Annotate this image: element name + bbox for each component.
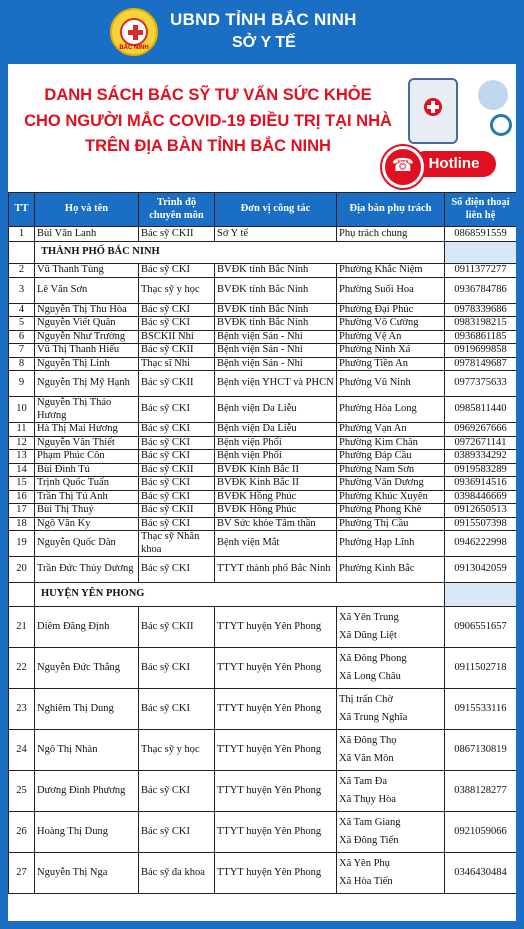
cell-name: Trịnh Quốc Tuấn (35, 477, 139, 491)
cell-index: 2 (9, 264, 35, 278)
cell-phone: 0983198215 (445, 317, 517, 331)
cell-area: Phường Võ Cường (337, 317, 445, 331)
cell-name: Diêm Đăng Định (35, 607, 139, 648)
cell-workplace: BVĐK tỉnh Bắc Ninh (215, 303, 337, 317)
cell-index: 16 (9, 490, 35, 504)
cell-index: 3 (9, 277, 35, 303)
table-row (9, 303, 517, 317)
cell-qualification: Bác sỹ CKII (139, 344, 215, 358)
cell-name: Bùi Thị Thuý (35, 504, 139, 518)
col-header-area: Địa bàn phụ trách (337, 193, 445, 227)
cell-name: Ngô Văn Ky (35, 517, 139, 531)
cell-workplace: BVĐK Kinh Bắc II (215, 463, 337, 477)
cell-qualification: Bác sỹ CKI (139, 689, 215, 730)
cell-index: 8 (9, 357, 35, 371)
area-line: Xã Yên Phụ (339, 857, 390, 869)
table-row (9, 689, 517, 730)
cell-phone: 0867130819 (445, 730, 517, 771)
cell-workplace: Bệnh viện Phổi (215, 450, 337, 464)
cell-qualification: Bác sỹ CKI (139, 812, 215, 853)
cell-area (337, 730, 445, 771)
title-line-2: CHO NGƯỜI MẮC COVID-19 ĐIỀU TRỊ TẠI NHÀ (24, 112, 392, 130)
cell-area: Phường Kinh Bắc (337, 557, 445, 583)
table-row (9, 436, 517, 450)
table-row (9, 330, 517, 344)
hotline-badge: Hotline (412, 151, 496, 177)
area-line: Xã Đông Thọ (339, 734, 397, 746)
table-row (9, 557, 517, 583)
cell-workplace: BVĐK Kinh Bắc II (215, 477, 337, 491)
cell-workplace: TTYT huyện Yên Phong (215, 689, 337, 730)
area-line: Xã Yên Trung (339, 611, 399, 623)
cell-qualification: Bác sỹ CKI (139, 450, 215, 464)
cell-name: Hà Thị Mai Hương (35, 423, 139, 437)
cell-area: Phường Tiền An (337, 357, 445, 371)
cell-area: Phường Suối Hoa (337, 277, 445, 303)
heart-icon (478, 80, 508, 110)
cell-phone: 0915533116 (445, 689, 517, 730)
doctor-table-container (8, 192, 516, 921)
cell-phone: 0936784786 (445, 277, 517, 303)
cell-workplace: TTYT thành phố Bắc Ninh (215, 557, 337, 583)
cell-name: Nguyễn Thị Thảo Hương (35, 397, 139, 423)
cell-name: Trần Thị Tú Anh (35, 490, 139, 504)
title-line-1: DANH SÁCH BÁC SỸ TƯ VẤN SỨC KHỎE (44, 86, 372, 104)
cell-phone: 0919699858 (445, 344, 517, 358)
table-row (9, 397, 517, 423)
col-header-index: TT (9, 193, 35, 227)
cell-area: Phường Vũ Ninh (337, 371, 445, 397)
cell-workplace: TTYT huyện Yên Phong (215, 607, 337, 648)
cell-name: Phạm Phúc Côn (35, 450, 139, 464)
cell-workplace: Bệnh viện Mắt (215, 531, 337, 557)
cell-workplace: TTYT huyện Yên Phong (215, 648, 337, 689)
phone-icon: ☎ (382, 146, 424, 188)
cell-index: 4 (9, 303, 35, 317)
cell-workplace: BVĐK Hồng Phúc (215, 504, 337, 518)
cell-name: Vũ Thanh Tùng (35, 264, 139, 278)
cell-phone: 0389334292 (445, 450, 517, 464)
cell-name: Bùi Văn Lanh (35, 227, 139, 242)
cell-area: Phường Vệ An (337, 330, 445, 344)
cell-index: 7 (9, 344, 35, 358)
cell-phone: 0919583289 (445, 463, 517, 477)
cell-area: Phường Hạp Lĩnh (337, 531, 445, 557)
section-row-city (9, 242, 517, 264)
cell-name: Nguyễn Viết Quân (35, 317, 139, 331)
area-line: Xã Hòa Tiến (339, 876, 393, 887)
cell-qualification: Bác sỹ CKII (139, 607, 215, 648)
cell-index: 24 (9, 730, 35, 771)
section-blank (445, 242, 517, 264)
cell-phone: 0978339686 (445, 303, 517, 317)
first-aid-kit-icon (408, 78, 458, 144)
cell-index: 9 (9, 371, 35, 397)
cell-phone: 0915507398 (445, 517, 517, 531)
col-header-phone: Số điện thoại liên hệ (445, 193, 517, 227)
cell-area: Phường Vạn An (337, 423, 445, 437)
cell-qualification: Thạc sĩ Nhi (139, 357, 215, 371)
cell-qualification: Bác sỹ CKII (139, 504, 215, 518)
cell-index: 25 (9, 771, 35, 812)
cell-area (337, 648, 445, 689)
cell-area (337, 689, 445, 730)
cell-index: 26 (9, 812, 35, 853)
section-row-yen-phong (9, 583, 517, 607)
cell-phone: 0906551657 (445, 607, 517, 648)
cell-index: 1 (9, 227, 35, 242)
cell-area: Phường Ninh Xá (337, 344, 445, 358)
cell-name: Nghiêm Thị Dung (35, 689, 139, 730)
cell-qualification: Bác sỹ đa khoa (139, 853, 215, 894)
cell-phone: 0912650513 (445, 504, 517, 518)
cell-qualification: Bác sỹ CKI (139, 436, 215, 450)
cell-index: 22 (9, 648, 35, 689)
cell-index: 20 (9, 557, 35, 583)
area-line: Thị trấn Chờ (339, 693, 393, 705)
cell-phone: 0921059066 (445, 812, 517, 853)
stethoscope-icon (490, 114, 512, 136)
cell-qualification: Bác sỹ CKI (139, 397, 215, 423)
cell-qualification: Thạc sỹ y học (139, 730, 215, 771)
cell-qualification: Bác sỹ CKI (139, 477, 215, 491)
cell-index: 14 (9, 463, 35, 477)
cell-workplace: TTYT huyện Yên Phong (215, 853, 337, 894)
cell-index: 23 (9, 689, 35, 730)
cell-area: Phường Đáp Cầu (337, 450, 445, 464)
cell-workplace: TTYT huyện Yên Phong (215, 812, 337, 853)
cell-workplace: BVĐK tỉnh Bắc Ninh (215, 277, 337, 303)
cell-phone: 0868591559 (445, 227, 517, 242)
table-row (9, 812, 517, 853)
department-name: SỞ Y TẾ (232, 34, 296, 51)
table-row (9, 423, 517, 437)
cell-workplace: Bệnh viện Sản - Nhi (215, 344, 337, 358)
table-row (9, 730, 517, 771)
cell-area: Phường Nam Sơn (337, 463, 445, 477)
cell-qualification: Bác sỹ CKII (139, 371, 215, 397)
cell-phone: 0978149687 (445, 357, 517, 371)
area-line: Xã Thụy Hòa (339, 794, 396, 805)
cell-index: 5 (9, 317, 35, 331)
table-row (9, 357, 517, 371)
cell-qualification: Bác sỹ CKI (139, 264, 215, 278)
cell-workplace: Bệnh viện Sản - Nhi (215, 330, 337, 344)
cell-index: 19 (9, 531, 35, 557)
cell-workplace: Sở Y tế (215, 227, 337, 242)
logo-emblem (120, 18, 148, 46)
cell-area: Phường Kim Chân (337, 436, 445, 450)
section-blank (9, 242, 35, 264)
area-line: Xã Đông Phong (339, 652, 407, 664)
cell-name: Nguyễn Quốc Dân (35, 531, 139, 557)
cell-qualification: Bác sỹ CKII (139, 463, 215, 477)
cell-phone: 0936914516 (445, 477, 517, 491)
area-line: Xã Đông Tiến (339, 835, 399, 846)
cell-name: Lê Văn Sơn (35, 277, 139, 303)
col-header-qualification: Trình độ chuyên môn (139, 193, 215, 227)
cell-area: Phường Khúc Xuyên (337, 490, 445, 504)
cell-phone: 0398446669 (445, 490, 517, 504)
table-row (9, 853, 517, 894)
cell-name: Nguyễn Văn Thiết (35, 436, 139, 450)
cell-phone: 0985811440 (445, 397, 517, 423)
col-header-workplace: Đơn vị công tác (215, 193, 337, 227)
table-row (9, 531, 517, 557)
table-row (9, 504, 517, 518)
cell-index: 15 (9, 477, 35, 491)
section-title: THÀNH PHỐ BẮC NINH (35, 242, 445, 264)
cell-index: 6 (9, 330, 35, 344)
cell-area: Phường Vân Dương (337, 477, 445, 491)
cell-qualification: Bác sỹ CKI (139, 303, 215, 317)
cell-qualification: Bác sỹ CKI (139, 490, 215, 504)
cell-qualification: Bác sỹ CKII (139, 227, 215, 242)
area-line: Xã Tam Đa (339, 775, 388, 787)
table-row (9, 277, 517, 303)
cell-phone: 0346430484 (445, 853, 517, 894)
cell-workplace: Bệnh viện Da Liễu (215, 423, 337, 437)
cell-qualification: Bác sỹ CKI (139, 517, 215, 531)
cell-workplace: BVĐK Hồng Phúc (215, 490, 337, 504)
cell-name: Nguyễn Thị Linh (35, 357, 139, 371)
cell-name: Nguyễn Thị Mỹ Hạnh (35, 371, 139, 397)
cell-qualification: Thạc sỹ Nhãn khoa (139, 531, 215, 557)
health-department-logo (110, 8, 158, 56)
cell-workplace: TTYT huyện Yên Phong (215, 771, 337, 812)
cell-qualification: Thạc sỹ y học (139, 277, 215, 303)
cell-workplace: BVĐK tỉnh Bắc Ninh (215, 264, 337, 278)
cell-qualification: Bác sỹ CKI (139, 771, 215, 812)
section-blank (445, 583, 517, 607)
cell-name: Vũ Thị Thanh Hiếu (35, 344, 139, 358)
cell-area: Phường Phong Khê (337, 504, 445, 518)
table-row (9, 450, 517, 464)
org-name: UBND TỈNH BẮC NINH (170, 10, 357, 29)
cell-index: 27 (9, 853, 35, 894)
cell-phone: 0388128277 (445, 771, 517, 812)
title-banner (8, 64, 516, 192)
doctor-table (8, 192, 516, 894)
cell-index: 13 (9, 450, 35, 464)
logo-text: BẮC NINH (119, 45, 149, 51)
cell-area: Phường Đại Phúc (337, 303, 445, 317)
cell-phone: 0977375633 (445, 371, 517, 397)
cell-phone: 0913042059 (445, 557, 517, 583)
page-header (0, 0, 524, 64)
cell-name: Nguyễn Thị Thu Hòa (35, 303, 139, 317)
cell-workplace: Bệnh viện Sản - Nhi (215, 357, 337, 371)
section-blank (9, 583, 35, 607)
cell-index: 11 (9, 423, 35, 437)
title-line-3: TRÊN ĐỊA BÀN TỈNH BẮC NINH (85, 137, 331, 155)
table-row (9, 371, 517, 397)
cell-index: 12 (9, 436, 35, 450)
cell-index: 18 (9, 517, 35, 531)
cell-qualification: Bác sỹ CKI (139, 648, 215, 689)
cell-qualification: Bác sỹ CKI (139, 423, 215, 437)
table-row (9, 517, 517, 531)
table-row (9, 227, 517, 242)
cell-area (337, 853, 445, 894)
section-title: HUYỆN YÊN PHONG (35, 583, 445, 607)
table-row (9, 317, 517, 331)
cell-area (337, 812, 445, 853)
cell-qualification: BSCKII Nhi (139, 330, 215, 344)
table-row (9, 463, 517, 477)
table-row (9, 607, 517, 648)
cell-name: Nguyễn Thị Nga (35, 853, 139, 894)
table-row (9, 477, 517, 491)
cell-phone: 0911502718 (445, 648, 517, 689)
table-row (9, 264, 517, 278)
cell-workplace: Bệnh viện Phổi (215, 436, 337, 450)
cell-workplace: Bệnh viện Da Liễu (215, 397, 337, 423)
area-line: Xã Văn Môn (339, 753, 394, 764)
cell-name: Ngô Thị Nhàn (35, 730, 139, 771)
cell-name: Dương Đình Phương (35, 771, 139, 812)
table-row (9, 490, 517, 504)
cell-name: Bùi Đình Tú (35, 463, 139, 477)
cell-phone: 0911377277 (445, 264, 517, 278)
cell-index: 10 (9, 397, 35, 423)
cell-phone: 0936861185 (445, 330, 517, 344)
cell-area: Phường Thị Cầu (337, 517, 445, 531)
table-header-row (9, 193, 517, 227)
col-header-name: Họ và tên (35, 193, 139, 227)
cell-workplace: Bệnh viện YHCT và PHCN (215, 371, 337, 397)
cell-name: Hoàng Thị Dung (35, 812, 139, 853)
table-row (9, 648, 517, 689)
table-row (9, 771, 517, 812)
cell-index: 17 (9, 504, 35, 518)
area-line: Xã Tam Giang (339, 816, 401, 828)
cell-workplace: BVĐK tỉnh Bắc Ninh (215, 317, 337, 331)
cell-name: Nguyễn Đức Thắng (35, 648, 139, 689)
cell-area: Phường Khắc Niệm (337, 264, 445, 278)
cell-workplace: TTYT huyện Yên Phong (215, 730, 337, 771)
cell-phone: 0972671141 (445, 436, 517, 450)
area-line: Xã Dũng Liệt (339, 630, 397, 641)
cell-phone: 0969267666 (445, 423, 517, 437)
cell-workplace: BV Sức khỏe Tâm thần (215, 517, 337, 531)
cell-area: Phường Hòa Long (337, 397, 445, 423)
cell-area (337, 771, 445, 812)
table-row (9, 344, 517, 358)
area-line: Xã Trung Nghĩa (339, 712, 408, 723)
cell-name: Nguyễn Như Trường (35, 330, 139, 344)
cell-phone: 0946222998 (445, 531, 517, 557)
cell-index: 21 (9, 607, 35, 648)
cell-area (337, 607, 445, 648)
cell-area: Phụ trách chung (337, 227, 445, 242)
logo-cross-bar (128, 30, 143, 35)
cell-name: Trần Đức Thủy Dương (35, 557, 139, 583)
area-line: Xã Long Châu (339, 671, 401, 682)
cell-qualification: Bác sỹ CKI (139, 317, 215, 331)
cell-qualification: Bác sỹ CKI (139, 557, 215, 583)
